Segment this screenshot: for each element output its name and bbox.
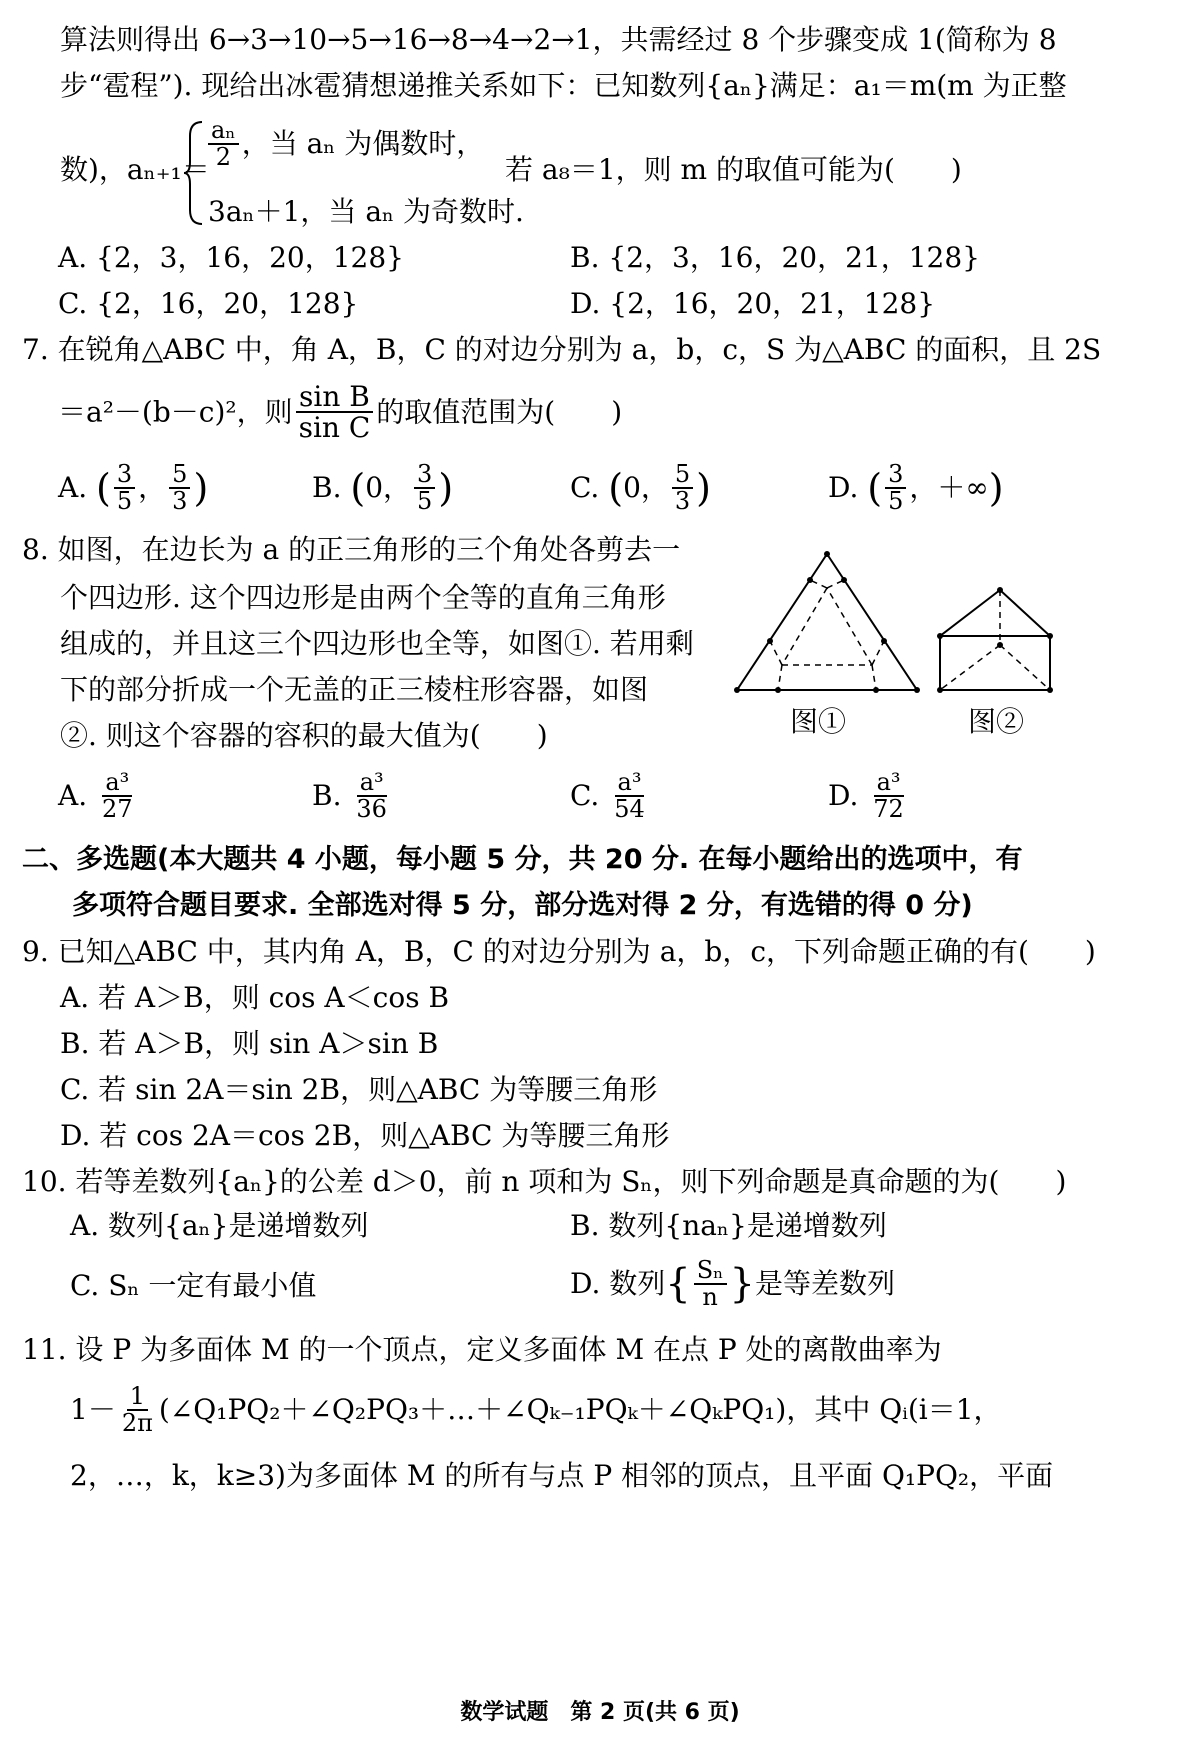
piecewise-brace <box>182 118 206 228</box>
option-label: A. <box>58 471 88 505</box>
open-paren: ( <box>96 466 111 511</box>
fraction-numerator: 3 <box>414 462 435 489</box>
sinB-numerator: sin B <box>296 382 373 413</box>
close-paren: ) <box>193 466 209 511</box>
fraction-denominator: 72 <box>873 795 904 824</box>
fraction-denominator: 3 <box>172 487 188 516</box>
problem7-line2-prefix: ＝a²－(b－c)²，则 <box>58 395 293 429</box>
fraction-numerator: 5 <box>169 462 190 489</box>
problem8-line3: 组成的，并且这三个四边形也全等，如图①. 若用剩 <box>60 627 694 660</box>
option-label: D. <box>828 779 859 813</box>
section2-heading-line2: 多项符合题目要求. 全部选对得 5 分，部分选对得 2 分，有选错的得 0 分) <box>72 890 973 921</box>
fraction-numerator: a³ <box>874 770 904 797</box>
fraction-numerator: a³ <box>357 770 387 797</box>
problem9-option-b: B. 若 A＞B，则 sin A＞sin B <box>60 1027 439 1060</box>
problem9-stem: 9. 已知△ABC 中，其内角 A，B，C 的对边分别为 a，b，c，下列命题正确的有( ) <box>22 935 1096 968</box>
problem8-line2: 个四边形. 这个四边形是由两个全等的直角三角形 <box>60 581 666 614</box>
problem7-line2-suffix: 的取值范围为( ) <box>376 395 623 429</box>
fraction-denominator: 5 <box>888 487 904 516</box>
problem7-option-c <box>570 462 711 514</box>
open-paren: ( <box>350 466 366 511</box>
problem6-option-a: A. {2，3，16，20，128} <box>58 241 404 274</box>
close-paren: ) <box>696 466 711 511</box>
fraction-denominator: 27 <box>102 795 133 824</box>
fraction-numerator: a³ <box>102 770 132 797</box>
option-label: B. <box>312 779 342 813</box>
problem11-line1: 11. 设 P 为多面体 M 的一个顶点，定义多面体 M 在点 P 处的离散曲率为 <box>22 1333 942 1366</box>
problem6-option-c: C. {2，16，20，128} <box>58 287 359 320</box>
problem8-option-b <box>312 770 393 822</box>
problem11-line3: 2，…，k，k≥3)为多面体 M 的所有与点 P 相邻的顶点，且平面 Q₁PQ₂，平面 <box>70 1459 1054 1492</box>
sinC-denominator: sin C <box>298 411 371 445</box>
problem9-option-c: C. 若 sin 2A＝sin 2B，则△ABC 为等腰三角形 <box>60 1073 658 1106</box>
option-label: D. <box>828 471 859 505</box>
problem9-option-d: D. 若 cos 2A＝cos 2B，则△ABC 为等腰三角形 <box>60 1119 670 1152</box>
problem8-option-c <box>570 770 651 822</box>
option-label: C. <box>570 471 600 505</box>
piecewise-case2: 3aₙ＋1，当 aₙ 为奇数时. <box>208 195 524 228</box>
fraction-numerator: a³ <box>615 770 645 797</box>
problem9-option-a: A. 若 A＞B，则 cos A＜cos B <box>60 981 450 1014</box>
problem7-option-b <box>312 462 453 514</box>
fraction-numerator: 3 <box>885 462 906 489</box>
separator: ， <box>138 471 167 505</box>
fraction-denominator: 5 <box>417 487 433 516</box>
piecewise-case1 <box>205 118 484 170</box>
figure-1-triangle <box>734 551 920 693</box>
problem8-line5: ②. 则这个容器的容积的最大值为( ) <box>60 719 548 752</box>
option-d-prefix: D. 数列 <box>570 1267 666 1301</box>
figure-2-caption: 图② <box>968 705 1025 738</box>
interval-start: 0， <box>365 471 412 505</box>
option-label: B. <box>312 471 342 505</box>
section2-heading-line1: 二、多选题(本大题共 4 小题，每小题 5 分，共 20 分. 在每小题给出的选项中，有 <box>22 844 1023 875</box>
line2-prefix: 1－ <box>70 1393 116 1427</box>
figure-2-prism <box>937 587 1053 693</box>
problem8-line1: 8. 如图，在边长为 a 的正三角形的三个角处各剪去一 <box>22 533 681 566</box>
problem10-option-d <box>570 1258 895 1310</box>
problem8-line4: 下的部分折成一个无盖的正三棱柱形容器，如图 <box>60 673 649 706</box>
problem7-line2 <box>58 382 622 443</box>
problem6-option-d: D. {2，16，20，21，128} <box>570 287 936 320</box>
problem6-line3-prefix: 数)，aₙ₊₁＝ <box>60 153 210 186</box>
problem11-line2 <box>70 1384 1002 1436</box>
problem6-line1: 算法则得出 6→3→10→5→16→8→4→2→1，共需经过 8 个步骤变成 1(简称为 8 <box>60 23 1057 56</box>
left-brace: { <box>665 1261 691 1308</box>
fraction-numerator: 5 <box>672 462 693 489</box>
problem8-option-a <box>58 770 139 822</box>
option-label: A. <box>58 779 88 813</box>
problem8-option-d <box>828 770 910 822</box>
close-paren: ) <box>988 466 1004 511</box>
case1-denominator: 2 <box>215 143 231 172</box>
problem7-option-d <box>828 462 1004 514</box>
interval-end: ，＋∞ <box>909 471 989 505</box>
problem10-option-c: C. Sₙ 一定有最小值 <box>70 1269 317 1302</box>
open-paren: ( <box>608 466 624 511</box>
fraction-denominator: 36 <box>356 795 387 824</box>
problem7-option-a <box>58 462 208 514</box>
Sn-numerator: Sₙ <box>694 1258 727 1285</box>
page-footer: 数学试题 第 2 页(共 6 页) <box>460 1700 740 1725</box>
fraction-numerator: 1 <box>127 1384 148 1411</box>
problem6-option-b: B. {2，3，16，20，21，128} <box>570 241 980 274</box>
right-brace: } <box>729 1261 755 1308</box>
problem6-question: 若 a₈＝1，则 m 的取值可能为( ) <box>505 153 962 186</box>
fraction-denominator: 5 <box>116 487 133 516</box>
problem7-line1: 7. 在锐角△ABC 中，角 A，B，C 的对边分别为 a，b，c，S 为△ABC 的面积，且 2S <box>22 333 1102 366</box>
problem6-line2: 步“雹程”). 现给出冰雹猜想递推关系如下：已知数列{aₙ}满足：a₁＝m(m 为正整 <box>60 69 1067 102</box>
n-denominator: n <box>702 1283 718 1312</box>
fraction-numerator: 3 <box>114 462 135 489</box>
fraction-denominator: 2π <box>121 1409 153 1438</box>
problem10-option-a: A. 数列{aₙ}是递增数列 <box>70 1209 369 1242</box>
line2-suffix: (∠Q₁PQ₂＋∠Q₂PQ₃＋…＋∠Qₖ₋₁PQₖ＋∠QₖPQ₁)，其中 Qᵢ(i＝1， <box>158 1393 1002 1427</box>
fraction-denominator: 3 <box>674 487 691 516</box>
case1-condition: ，当 aₙ 为偶数时， <box>241 127 485 161</box>
option-d-suffix: 是等差数列 <box>755 1267 896 1301</box>
interval-start: 0， <box>623 471 669 505</box>
figure-1-caption: 图① <box>790 705 847 738</box>
case1-numerator: aₙ <box>208 118 239 145</box>
option-label: C. <box>570 779 600 813</box>
problem10-option-b: B. 数列{naₙ}是递增数列 <box>570 1209 887 1242</box>
fraction-denominator: 54 <box>614 795 645 824</box>
open-paren: ( <box>867 466 883 511</box>
close-paren: ) <box>438 466 454 511</box>
problem10-stem: 10. 若等差数列{aₙ}的公差 d＞0，前 n 项和为 Sₙ，则下列命题是真命题的为( ) <box>22 1165 1067 1198</box>
